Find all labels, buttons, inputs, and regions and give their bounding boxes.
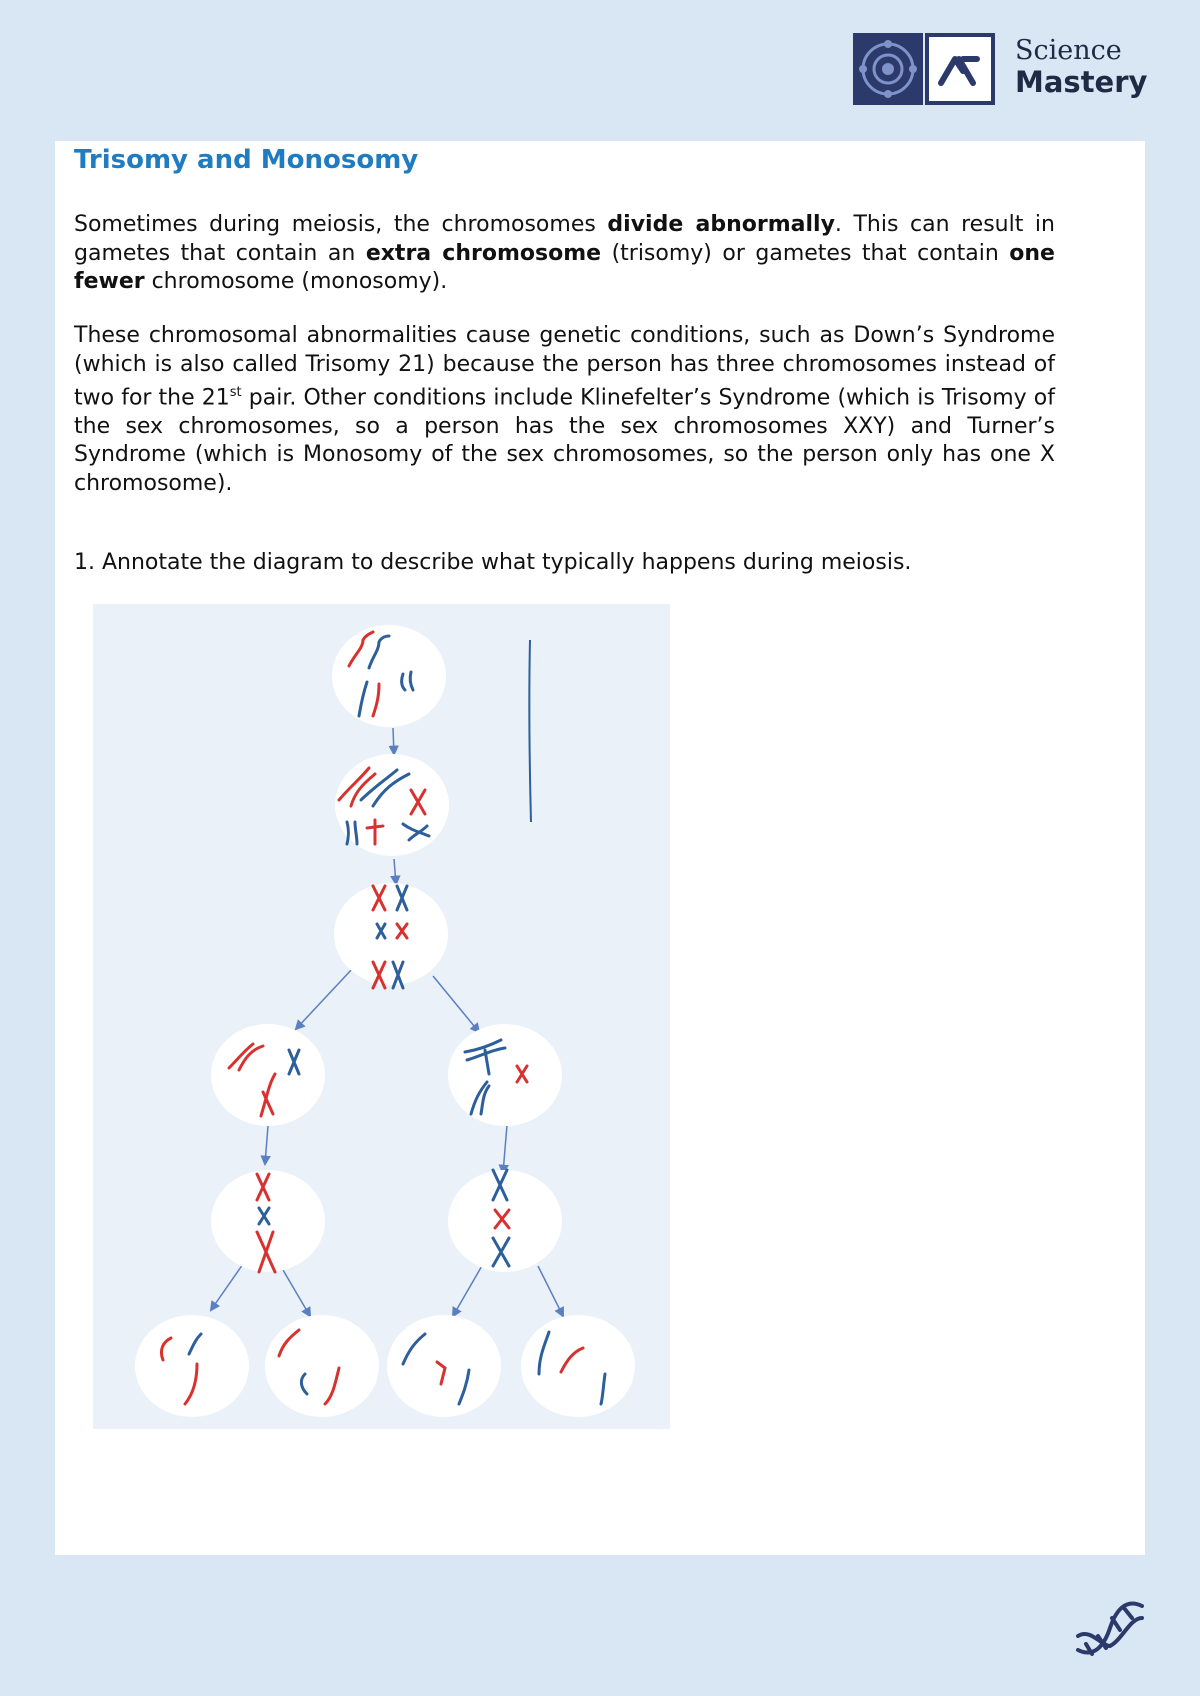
- bracket-line: [529, 640, 531, 822]
- emphasis-text: one fewer: [74, 240, 1055, 294]
- dna-icon: [1070, 1588, 1150, 1668]
- gamete-2: [265, 1315, 379, 1417]
- parent-cell: [332, 625, 446, 727]
- daughter-cell-right: [448, 1024, 562, 1126]
- atom-icon: [853, 33, 923, 105]
- metaphase-cell: [334, 883, 448, 985]
- ordinal-suffix: st: [229, 385, 242, 400]
- page-title: Trisomy and Monosomy: [74, 145, 419, 175]
- mastery-logo-icon: [925, 33, 995, 105]
- body-text: chromosome (monosomy).: [144, 269, 448, 294]
- question-1: 1. Annotate the diagram to describe what typically happens during meiosis.: [74, 550, 912, 575]
- conditions-text-end: pair. Other conditions include Klinefelter’s Syndrome (which is Trisomy of the sex chromosomes, so a person has the sex chromosomes XXY) and Turner’s Syndrome (which is Monosomy of the sex chromosomes, so the person only has one X chromosome).: [74, 385, 1055, 496]
- body-text: . This can result in gametes that contain an: [74, 212, 1055, 266]
- gamete-1: [135, 1315, 249, 1417]
- emphasis-text: divide abnormally: [607, 212, 835, 237]
- conditions-paragraph: [74, 322, 1055, 498]
- body-text: Sometimes during meiosis, the chromosomes: [74, 212, 608, 237]
- logo-text-mastery: Mastery: [1015, 65, 1148, 99]
- meiosis-diagram: [93, 604, 670, 1429]
- emphasis-text: extra chromosome: [365, 240, 602, 266]
- daughter-cell-left: [211, 1024, 325, 1126]
- meiosis-diagram-drawing: [93, 604, 670, 1429]
- conditions-text-start: These chromosomal abnormalities cause genetic conditions, such as Down’s Syndrome (which is also called Trisomy 21) because the person has three chromosomes instead of two for the 21: [74, 323, 1055, 411]
- intro-paragraph: [74, 211, 1055, 297]
- science-mastery-logo: [853, 33, 1148, 107]
- logo-text-science: Science: [1015, 35, 1122, 66]
- body-text: (trisomy) or gametes that contain: [601, 240, 1010, 266]
